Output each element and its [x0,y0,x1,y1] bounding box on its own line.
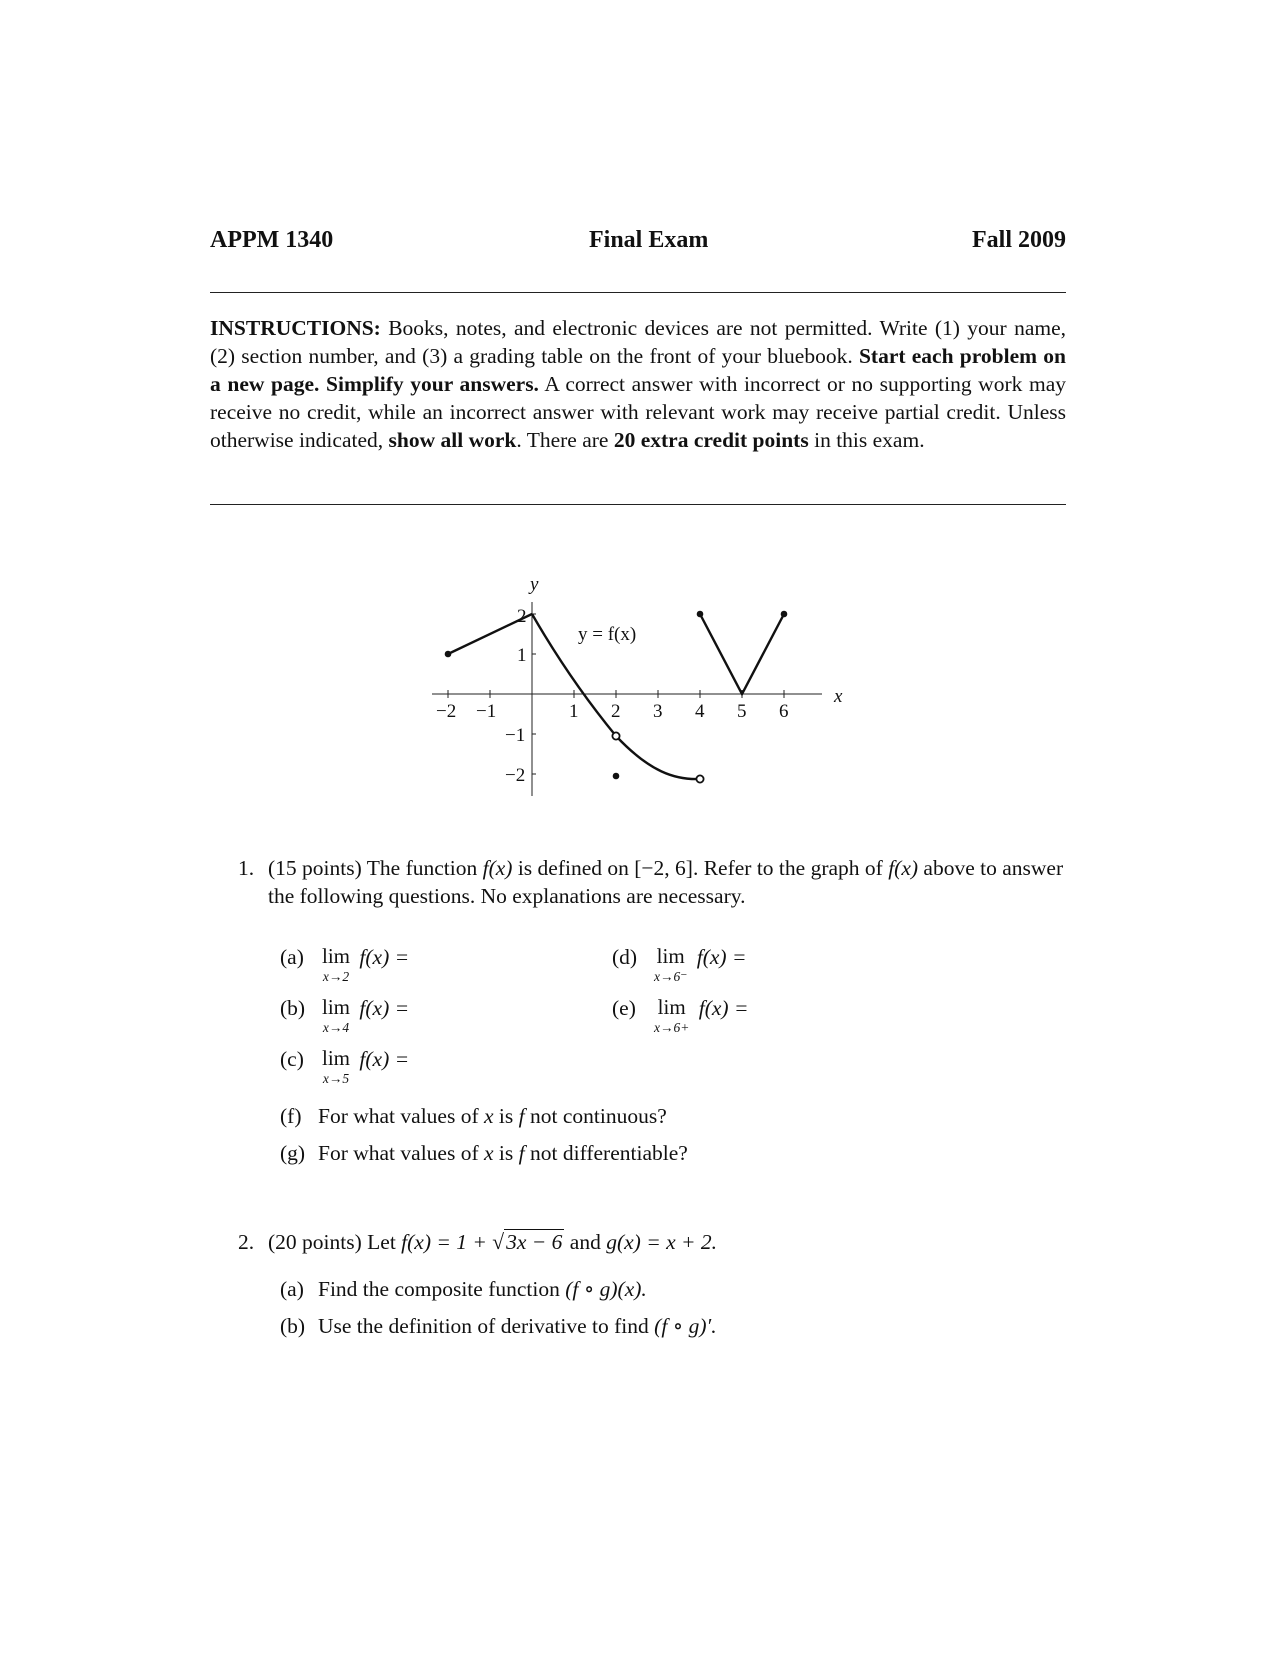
y-tick-label: −1 [505,725,526,746]
lim-expr: f(x) = [359,1047,410,1071]
part-f-x: x [484,1104,494,1128]
q1-part-c [280,1048,409,1086]
lim-word: lim [657,995,686,1019]
closed-dot-at-six [781,611,788,618]
part-label: (a) [280,1277,304,1301]
part-label: (b) [280,1314,306,1338]
q1-text-b: is defined on [517,856,629,880]
lim-subscript: x→5 [322,1071,350,1086]
q1-part-g [280,1139,688,1167]
instructions-bold-4: 20 extra credit points [613,428,809,452]
q1-text-c: . Refer to the graph of [692,856,883,880]
part-label: (c) [280,1047,304,1071]
q2-part-a-math: (f ∘ g)(x). [565,1277,647,1301]
function-label: y = f(x) [578,624,637,645]
lim-subscript: x→6⁻ [654,969,688,984]
q2-part-b-text: Use the definition of derivative to find [318,1314,649,1338]
x-tick-label: 4 [695,701,705,722]
part-g-text-a: For what values of [318,1141,479,1165]
lim-subscript: x→6+ [654,1020,690,1035]
q2-part-a-text: Find the composite function [318,1277,560,1301]
instructions-bold-1: Start each problem on a new page. [210,344,1066,396]
exam-title: Final Exam [589,227,709,253]
q2-part-b [280,1312,717,1340]
x-tick-label: −1 [476,701,497,722]
lim-subscript: x→4 [322,1020,350,1035]
open-dot-at-four [696,775,703,782]
course-number: APPM 1340 [210,227,334,253]
instructions-text-3: . There are [516,428,609,452]
lim-subscript: x→2 [322,969,350,984]
part-f-f: f [518,1104,525,1128]
instructions-bold-2: Simplify your answers. [326,372,539,396]
q2-text [268,1228,717,1256]
q2-g-def: g(x) = x + 2. [606,1230,717,1254]
q2-part-b-math: (f ∘ g)′. [654,1314,717,1338]
x-tick-label: 3 [653,701,663,722]
part-label: (e) [612,996,636,1020]
x-tick-label: 6 [779,701,789,722]
open-dot-at-two [612,732,619,739]
y-axis-label: y [530,574,539,595]
q2-f-root: 3x − 6 [506,1230,563,1254]
x-tick-label: 2 [611,701,621,722]
lim-expr: f(x) = [359,945,410,969]
q1-part-b [280,997,409,1035]
instructions-text-4: in this exam. [814,428,925,452]
q2-number: 2. [238,1230,255,1254]
part-f-text-c: not continuous? [530,1104,667,1128]
part-g-text-c: not differentiable? [530,1141,688,1165]
exam-term: Fall 2009 [972,227,1066,253]
q1-part-a [280,946,409,984]
closed-dot-start [445,651,452,658]
x-tick-label: 1 [569,701,579,722]
lim-word: lim [322,944,351,968]
instructions-label: INSTRUCTIONS: [210,316,381,340]
q1-text-d: above to answer the following questions. No explanations are necessary. [268,856,1064,908]
instructions-bold-3: show all work [388,428,517,452]
q2-and: and [569,1230,601,1254]
lim-expr: f(x) = [698,996,749,1020]
q2-points: (20 points) [268,1230,362,1254]
q1-part-e [612,997,748,1035]
q1-fx: f(x) [482,856,513,880]
part-f-text-a: For what values of [318,1104,479,1128]
q1-interval: [−2, 6] [634,856,693,880]
part-g-f: f [518,1141,525,1165]
closed-dot-at-four [697,611,704,618]
part-label: (d) [612,945,638,969]
q1-fx-2: f(x) [888,856,919,880]
instructions-text-2: A correct answer with incorrect or no supporting work may receive no credit, while an incorrect answer with relevant work may receive partial credit. Unless otherwise indicated, [210,372,1066,452]
lim-expr: f(x) = [696,945,747,969]
y-tick-label: 2 [517,606,527,627]
part-label: (g) [280,1141,306,1165]
part-label: (f) [280,1104,302,1128]
part-g-x: x [484,1141,494,1165]
sqrt-sign: √ [492,1230,505,1254]
q1-number: 1. [238,856,255,880]
x-tick-label: −2 [436,701,457,722]
part-label: (b) [280,996,306,1020]
y-tick-label: −2 [505,765,526,786]
q1-points: (15 points) [268,856,362,880]
x-tick-label: 5 [737,701,747,722]
lim-word: lim [322,1046,351,1070]
y-tick-label: 1 [517,645,527,666]
lim-word: lim [656,944,685,968]
closed-dot-at-two [613,773,620,780]
q1-part-f [280,1102,667,1130]
curve-to-four [616,736,700,779]
lim-expr: f(x) = [359,996,410,1020]
instructions-text-1: Books, notes, and electronic devices are not permitted. Write (1) your name, (2) section number, and (3) a grading table on the front of your bluebook. [210,316,1066,368]
lim-word: lim [322,995,351,1019]
q2-let: Let [367,1230,396,1254]
q2-part-a [280,1275,647,1303]
v-shape [700,614,784,694]
q1-text-a: The function [366,856,478,880]
q1-text [268,854,1068,910]
x-axis-label: x [834,686,843,707]
part-g-text-b: is [498,1141,514,1165]
q2-f-def: f(x) = 1 + [401,1230,487,1254]
part-f-text-b: is [498,1104,514,1128]
q1-part-d [612,946,746,984]
part-label: (a) [280,945,304,969]
